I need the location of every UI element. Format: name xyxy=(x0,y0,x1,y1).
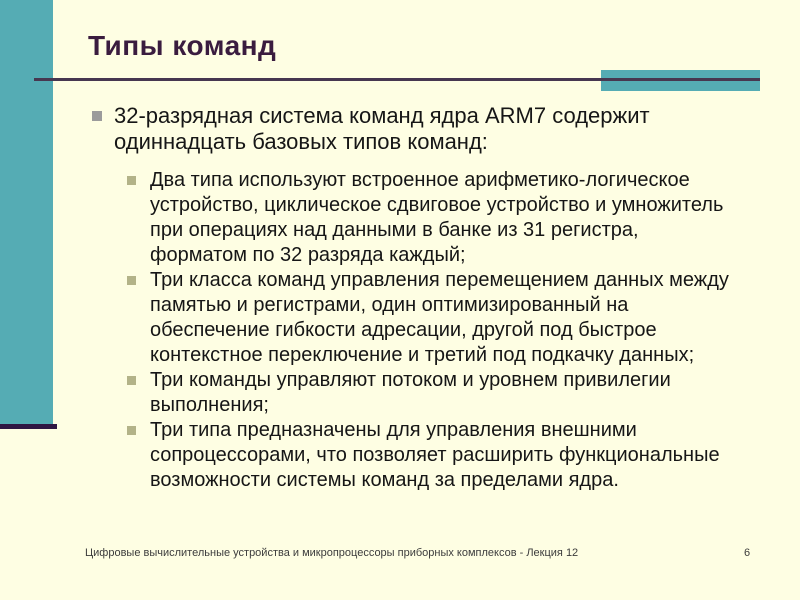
bullet-square-icon xyxy=(127,376,136,385)
bullet-text: Три типа предназначены для управления внешними сопроцессорами, что позволяет расширить функциональные возможности системы команд за пределами ядра. xyxy=(150,419,720,491)
list-item xyxy=(127,418,735,493)
bullet-square-icon xyxy=(127,276,136,285)
list-item xyxy=(127,368,735,418)
bullet-list xyxy=(0,103,760,493)
bullet-square-icon xyxy=(127,176,136,185)
bullet-square-icon xyxy=(127,426,136,435)
title-underline-rule xyxy=(34,78,760,81)
slide-title: Типы команд xyxy=(88,30,277,61)
footer-text: Цифровые вычислительные устройства и микропроцессоры приборных комплексов - Лекция 12 xyxy=(85,547,579,559)
bullet-text: Три команды управляют потоком и уровнем привилегии выполнения; xyxy=(150,369,671,416)
bullet-square-icon xyxy=(92,111,102,121)
list-item xyxy=(127,168,735,268)
list-item xyxy=(92,103,692,155)
bullet-text: Два типа используют встроенное арифметико-логическое устройство, циклическое сдвиговое устройство и умножитель при операциях над данными в банке из 31 регистра, форматом по 32 разряда каждый; xyxy=(150,169,724,266)
list-item xyxy=(127,268,735,368)
page-number: 6 xyxy=(744,547,751,559)
bullet-text: 32-разрядная система команд ядра ARM7 содержит одиннадцать базовых типов команд: xyxy=(114,103,650,154)
bullet-text: Три класса команд управления перемещением данных между памятью и регистрами, один оптимизированный на обеспечение гибкости адресации, другой под быстрое контекстное переключение и третий под подкачку данных; xyxy=(150,269,729,366)
